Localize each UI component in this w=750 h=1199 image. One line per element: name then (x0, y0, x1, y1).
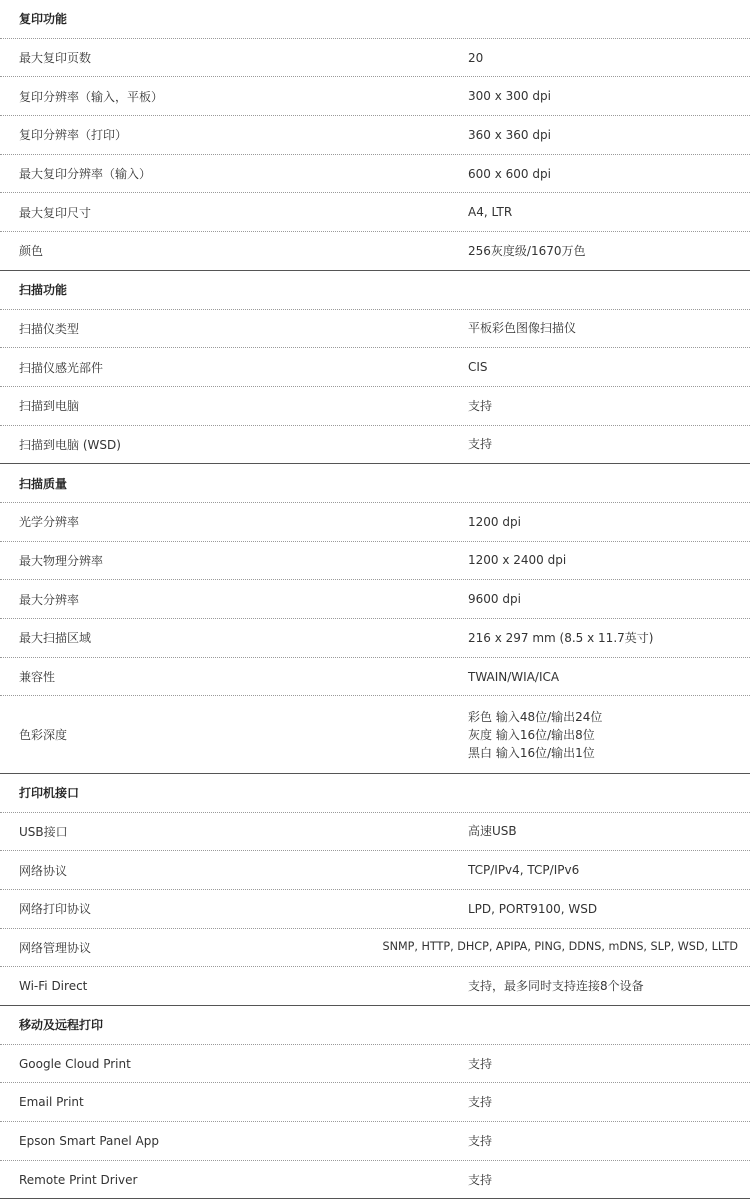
spec-label: 复印分辨率（打印） (19, 128, 128, 143)
spec-value: A4, LTR (468, 205, 513, 220)
spec-label: 最大复印页数 (19, 51, 92, 66)
section-title: 移动及远程打印 (19, 1018, 104, 1033)
spec-row-color-depth (0, 696, 750, 774)
spec-row (0, 619, 750, 658)
spec-value: 216 x 297 mm (8.5 x 11.7英寸) (468, 630, 654, 645)
spec-value: CIS (468, 360, 488, 375)
spec-label: Epson Smart Panel App (19, 1133, 159, 1148)
spec-value: 支持 (468, 1095, 493, 1110)
spec-row (0, 542, 750, 581)
spec-row (0, 193, 750, 232)
spec-value: 支持 (468, 1172, 493, 1187)
section-header-interface (0, 774, 750, 813)
spec-value: 支持 (468, 398, 493, 413)
spec-value: 300 x 300 dpi (468, 89, 551, 104)
spec-row (0, 77, 750, 116)
spec-value: 支持 (468, 1056, 493, 1071)
spec-row (0, 851, 750, 890)
spec-label: 最大扫描区域 (19, 631, 92, 646)
spec-row (0, 232, 750, 271)
spec-row (0, 155, 750, 194)
spec-label: Wi-Fi Direct (19, 979, 88, 994)
spec-label: 颜色 (19, 244, 44, 259)
spec-value: SNMP, HTTP, DHCP, APIPA, PING, DDNS, mDNS, SLP, WSD, LLTD (382, 940, 738, 954)
color-depth-line: 彩色 输入48位/输出24位 (468, 709, 603, 724)
spec-value: LPD, PORT9100, WSD (468, 901, 598, 916)
spec-value: 360 x 360 dpi (468, 127, 551, 142)
spec-row (0, 1161, 750, 1199)
spec-value: 600 x 600 dpi (468, 166, 551, 181)
spec-row (0, 580, 750, 619)
color-depth-line: 灰度 输入16位/输出8位 (468, 727, 595, 742)
color-depth-line: 黑白 输入16位/输出1位 (468, 745, 595, 760)
spec-row (0, 39, 750, 78)
spec-row (0, 387, 750, 426)
spec-row (0, 967, 750, 1006)
spec-label: 网络打印协议 (19, 902, 92, 917)
spec-row (0, 116, 750, 155)
spec-value: 支持 (468, 1133, 493, 1148)
spec-row (0, 658, 750, 697)
spec-value: TWAIN/WIA/ICA (468, 669, 560, 684)
spec-value: 平板彩色图像扫描仪 (468, 321, 577, 336)
spec-label: Google Cloud Print (19, 1056, 131, 1071)
spec-row (0, 929, 750, 968)
spec-row (0, 310, 750, 349)
spec-row (0, 426, 750, 465)
spec-label: 网络管理协议 (19, 940, 92, 955)
spec-label: 扫描仪感光部件 (19, 360, 104, 375)
spec-label: 最大复印尺寸 (19, 205, 92, 220)
section-title: 扫描功能 (19, 283, 68, 298)
section-title: 打印机接口 (19, 786, 80, 801)
spec-label: 扫描到电脑 (19, 399, 80, 414)
section-header-copy (0, 0, 750, 39)
spec-label: 最大物理分辨率 (19, 553, 104, 568)
spec-value: 9600 dpi (468, 592, 521, 607)
spec-row (0, 1045, 750, 1084)
spec-label: 扫描仪类型 (19, 321, 80, 336)
section-header-scan (0, 271, 750, 310)
section-header-scan-quality (0, 464, 750, 503)
spec-row (0, 503, 750, 542)
spec-row (0, 348, 750, 387)
spec-label: Remote Print Driver (19, 1172, 138, 1187)
spec-value: 支持 (468, 437, 493, 452)
section-title: 扫描质量 (19, 476, 68, 491)
spec-row (0, 813, 750, 852)
spec-label: 色彩深度 (19, 728, 68, 743)
spec-label: 最大分辨率 (19, 592, 80, 607)
spec-value: 256灰度级/1670万色 (468, 243, 586, 258)
section-title: 复印功能 (19, 12, 68, 27)
spec-value: 1200 dpi (468, 514, 521, 529)
spec-value: 1200 x 2400 dpi (468, 553, 567, 568)
section-header-mobile (0, 1006, 750, 1045)
spec-row (0, 1083, 750, 1122)
spec-value: 支持，最多同时支持连接8个设备 (468, 979, 644, 994)
spec-value: 20 (468, 50, 484, 65)
spec-label: 光学分辨率 (19, 515, 80, 530)
spec-value: TCP/IPv4, TCP/IPv6 (468, 863, 580, 878)
spec-label: 扫描到电脑 (WSD) (19, 437, 121, 452)
spec-value: 高速USB (468, 824, 517, 839)
spec-label: 复印分辨率（输入，平板） (19, 89, 164, 104)
spec-label: 最大复印分辨率（输入） (19, 167, 152, 182)
spec-label: USB接口 (19, 824, 68, 839)
spec-label: 兼容性 (19, 670, 56, 685)
spec-label: Email Print (19, 1095, 84, 1110)
spec-row (0, 1122, 750, 1161)
spec-label: 网络协议 (19, 863, 68, 878)
spec-value-multiline (468, 696, 602, 773)
spec-row (0, 890, 750, 929)
